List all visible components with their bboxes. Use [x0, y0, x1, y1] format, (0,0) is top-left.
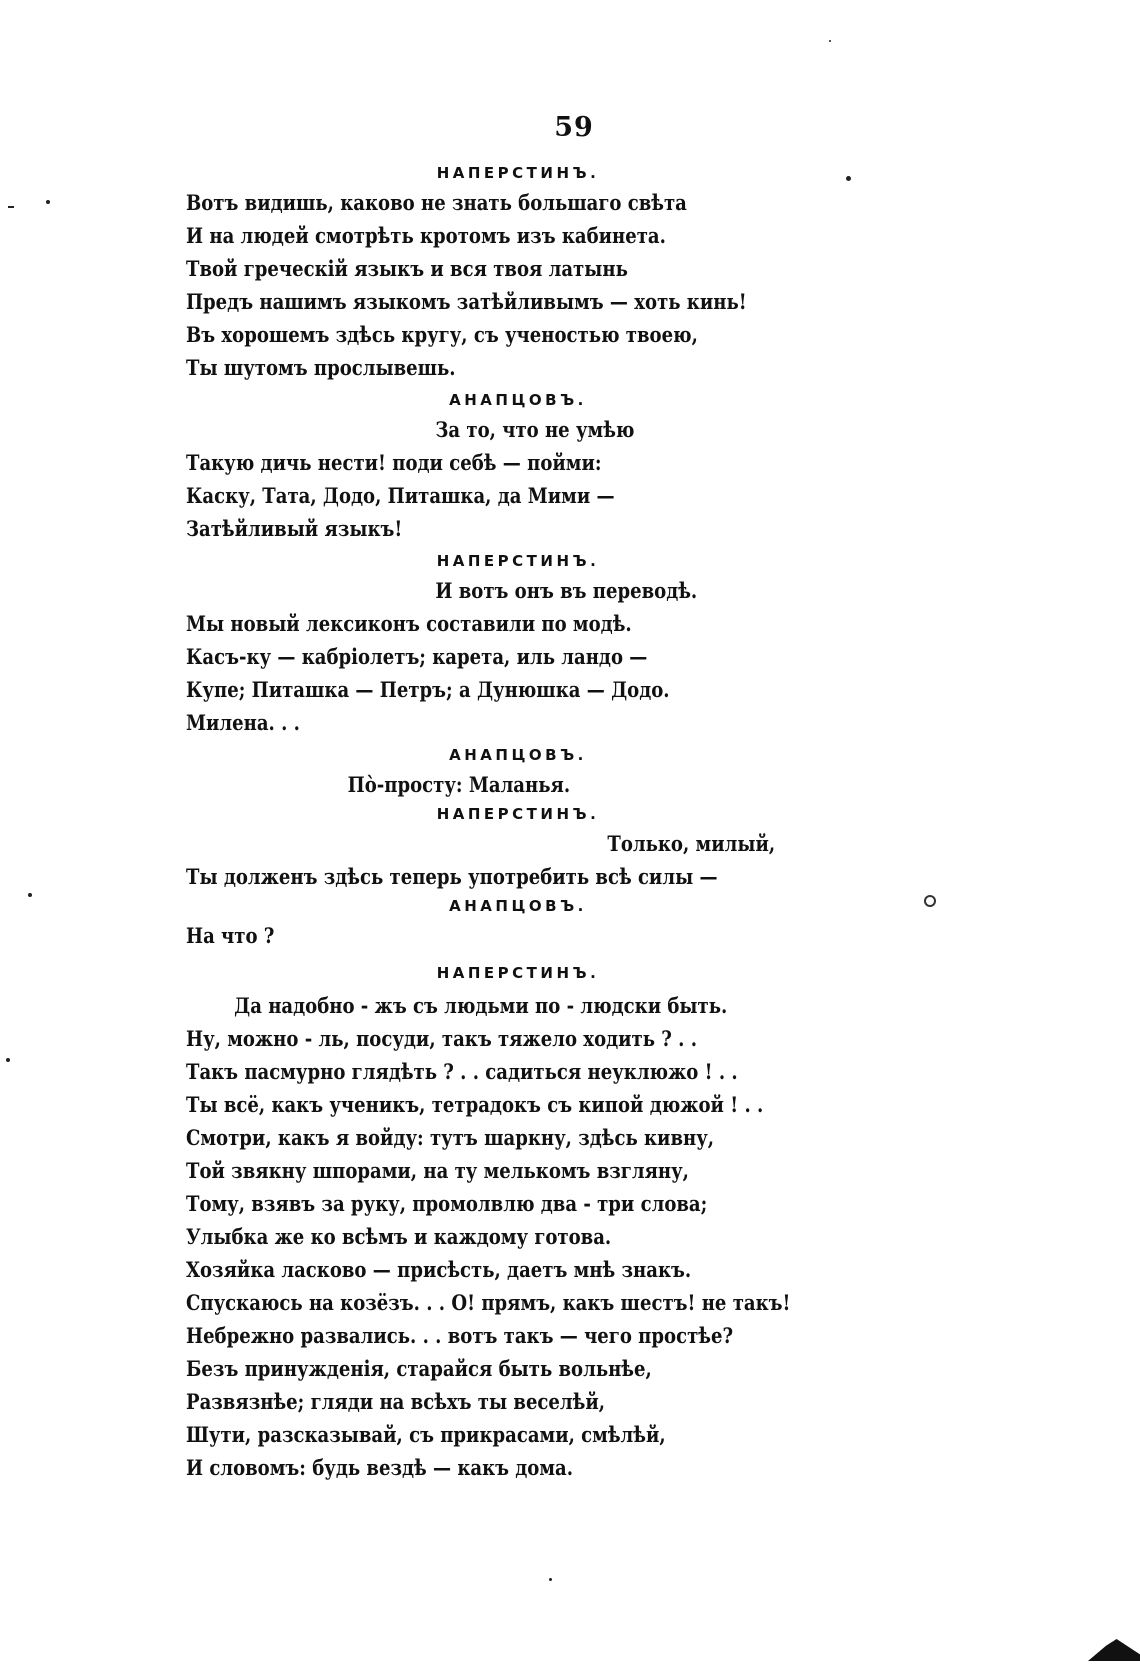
verse-line: Ну, можно - ль, посуди, такъ тяжело ходить ? . .: [186, 1026, 698, 1051]
verse-line: И вотъ онъ въ переводѣ.: [435, 578, 698, 603]
verse-line: И на людей смотрѣть кротомъ изъ кабинета.: [186, 223, 666, 248]
verse-line: Такую дичь нести! поди себѣ — пойми:: [186, 450, 602, 475]
verse-line: Да надобно - жъ съ людьми по - людски быть.: [234, 993, 728, 1018]
verse-line: Только, милый,: [607, 831, 776, 856]
scan-speck: [924, 895, 936, 907]
verse-line: Касъ-ку — кабріолетъ; карета, иль ландо —: [186, 644, 648, 669]
speaker-heading: АНАПЦОВЪ.: [449, 391, 587, 409]
verse-line: Въ хорошемъ здѣсь кругу, съ ученостью твоею,: [186, 322, 698, 347]
verse-line: Ты долженъ здѣсь теперь употребить всѣ силы —: [186, 864, 718, 889]
speaker-heading: АНАПЦОВЪ.: [449, 746, 587, 764]
verse-line: Ты шутомъ прослывешь.: [186, 355, 456, 380]
scan-speck: [829, 40, 831, 42]
speaker-heading: НАПЕРСТИНЪ.: [436, 164, 600, 182]
verse-line: Вотъ видишь, каково не знать большаго свѣта: [186, 190, 687, 215]
scan-speck: [46, 200, 50, 204]
verse-line: Спускаюсь на козёзъ. . . О! прямъ, какъ шестъ! не такъ!: [186, 1290, 791, 1315]
verse-line: Той звякну шпорами, на ту мелькомъ взгляну,: [186, 1158, 689, 1183]
verse-line: Милена. . .: [186, 710, 300, 735]
speaker-heading: НАПЕРСТИНЪ.: [436, 552, 600, 570]
speaker-heading: НАПЕРСТИНЪ.: [436, 805, 600, 823]
verse-line: И словомъ: будь вездѣ — какъ дома.: [186, 1455, 574, 1480]
play-text: [186, 160, 826, 1484]
verse-line: Улыбка же ко всѣмъ и каждому готова.: [186, 1224, 612, 1249]
verse-line: Купе; Питашка — Петръ; а Дунюшка — Додо.: [186, 677, 670, 702]
verse-line: Ты всё, какъ ученикъ, тетрадокъ съ кипой дюжой ! . .: [186, 1092, 764, 1117]
page-corner-mark: [1088, 1639, 1140, 1661]
speaker-heading: АНАПЦОВЪ.: [449, 897, 587, 915]
verse-line: Такъ пасмурно глядѣть ? . . садиться неуклюжо ! . .: [186, 1059, 738, 1084]
scan-speck: [6, 1058, 10, 1062]
speaker-heading: НАПЕРСТИНЪ.: [436, 964, 600, 982]
verse-line: Предъ нашимъ языкомъ затѣйливымъ — хоть кинь!: [186, 289, 747, 314]
page-number: 59: [554, 112, 594, 143]
verse-line: Развязнѣе; гляди на всѣхъ ты веселѣй,: [186, 1389, 606, 1414]
verse-line: Шути, разсказывай, съ прикрасами, смѣлѣй,: [186, 1422, 666, 1447]
verse-line: Хозяйка ласково — присѣсть, даетъ мнѣ знакъ.: [186, 1257, 692, 1282]
verse-line: Мы новый лексиконъ составили по модѣ.: [186, 611, 632, 636]
scan-speck: [28, 893, 32, 897]
verse-line: Небрежно развались. . . вотъ такъ — чего простѣе?: [186, 1323, 734, 1348]
verse-line: Безъ принужденія, старайся быть вольнѣе,: [186, 1356, 652, 1381]
verse-line: Смотри, какъ я войду: тутъ шаркну, здѣсь кивну,: [186, 1125, 715, 1150]
scan-speck: [549, 1578, 552, 1581]
verse-line: Каску, Тата, Додо, Питашка, да Мими —: [186, 483, 615, 508]
verse-line: Твой греческій языкъ и вся твоя латынь: [186, 256, 628, 281]
verse-line: Тому, взявъ за руку, промолвлю два - три слова;: [186, 1191, 708, 1216]
verse-line: За то, что не умѣю: [435, 417, 635, 442]
scan-speck: [8, 206, 14, 208]
verse-line: Пò-просту: Маланья.: [347, 772, 571, 797]
verse-line: Затѣйливый языкъ!: [186, 516, 403, 541]
scan-speck: [846, 176, 851, 181]
verse-line: На что ?: [186, 923, 275, 948]
